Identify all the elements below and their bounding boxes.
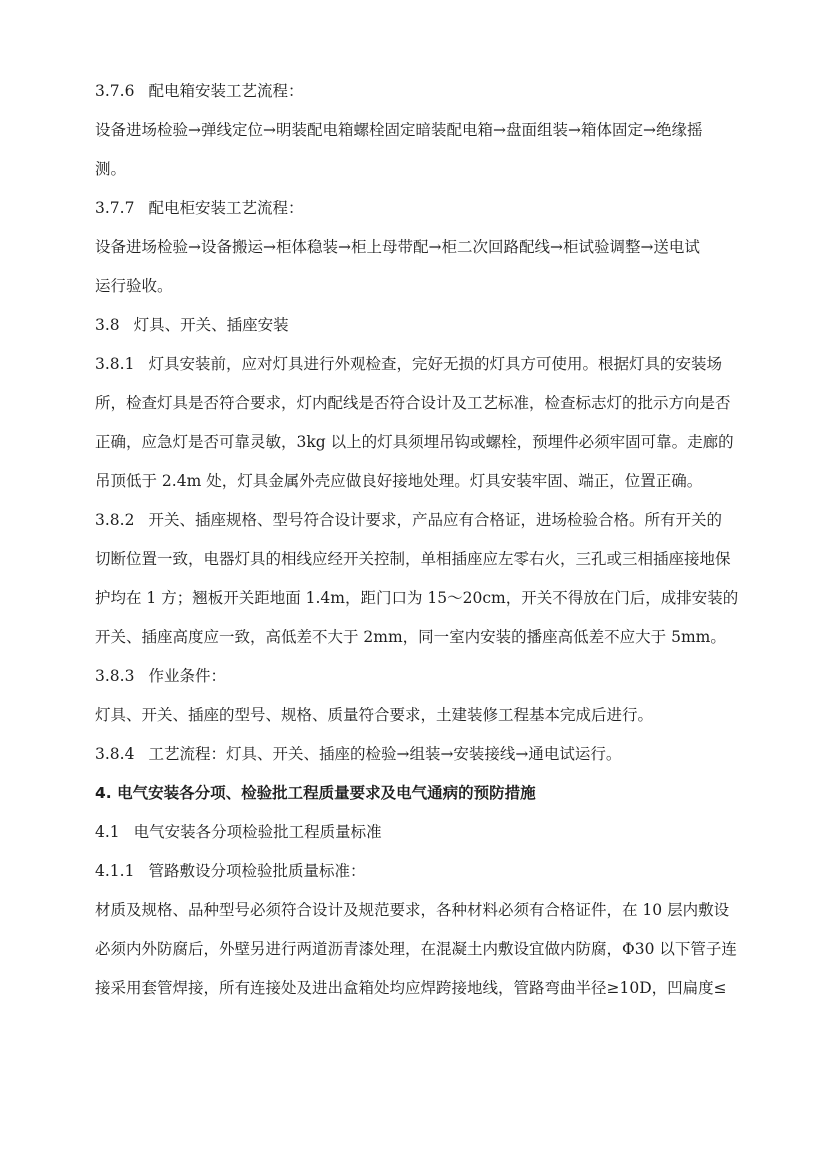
paragraph-line: 3.8.2 开关、插座规格、型号符合设计要求，产品应有合格证，进场检验合格。所有开关的 (95, 511, 722, 529)
section-heading: 3.8.3 作业条件： (95, 667, 226, 685)
paragraph-line: 所，检查灯具是否符合要求，灯内配线是否符合设计及工艺标准，检查标志灯的批示方向是否 (95, 394, 731, 412)
chapter-heading: 4. 电气安装各分项、检验批工程质量要求及电气通病的预防措施 (95, 784, 536, 802)
paragraph-line: 切断位置一致，电器灯具的相线应经开关控制，单相插座应左零右火，三孔或三相插座接地保 (95, 550, 731, 568)
paragraph-line: 材质及规格、品种型号必须符合设计及规范要求，各种材料必须有合格证件，在 10 层内敷设 (95, 901, 730, 919)
section-heading: 3.8 灯具、开关、插座安装 (95, 316, 289, 334)
paragraph-line: 测。 (95, 160, 127, 178)
paragraph-line: 必须内外防腐后，外壁另进行两道沥青漆处理，在混凝土内敷设宜做内防腐，Φ30 以下管子连 (95, 940, 737, 958)
section-heading: 4.1.1 管路敷设分项检验批质量标准： (95, 862, 366, 880)
paragraph-line: 正确，应急灯是否可靠灵敏，3kg 以上的灯具须埋吊钩或螺栓，预埋件必须牢固可靠。走廊的 (95, 433, 734, 451)
paragraph-line: 设备进场检验→弹线定位→明装配电箱螺栓固定暗装配电箱→盘面组装→箱体固定→绝缘摇 (95, 121, 703, 139)
paragraph-line: 运行验收。 (95, 277, 173, 295)
section-heading: 4.1 电气安装各分项检验批工程质量标准 (95, 823, 382, 841)
section-heading: 3.7.7 配电柜安装工艺流程： (95, 199, 304, 217)
section-heading: 3.7.6 配电箱安装工艺流程： (95, 82, 304, 100)
paragraph-line: 3.8.4 工艺流程：灯具、开关、插座的检验→组装→安装接线→通电试运行。 (95, 745, 622, 763)
paragraph-line: 设备进场检验→设备搬运→柜体稳装→柜上母带配→柜二次回路配线→柜试验调整→送电试 (95, 238, 700, 256)
paragraph-line: 接采用套管焊接，所有连接处及进出盒箱处均应焊跨接地线，管路弯曲半径≥10D，凹扁度≤ (95, 979, 727, 997)
paragraph-line: 灯具、开关、插座的型号、规格、质量符合要求，土建装修工程基本完成后进行。 (95, 706, 654, 724)
paragraph-line: 开关、插座高度应一致，高低差不大于 2mm，同一室内安装的播座高低差不应大于 5mm。 (95, 628, 726, 646)
paragraph-line: 吊顶低于 2.4m 处，灯具金属外壳应做良好接地处理。灯具安装牢固、端正，位置正确。 (95, 472, 703, 490)
document-body (95, 72, 785, 1008)
paragraph-line: 护均在 1 方；翘板开关距地面 1.4m，距门口为 15～20cm，开关不得放在门后，成排安装的 (95, 589, 739, 607)
paragraph-line: 3.8.1 灯具安装前，应对灯具进行外观检查，完好无损的灯具方可使用。根据灯具的安装场 (95, 355, 722, 373)
